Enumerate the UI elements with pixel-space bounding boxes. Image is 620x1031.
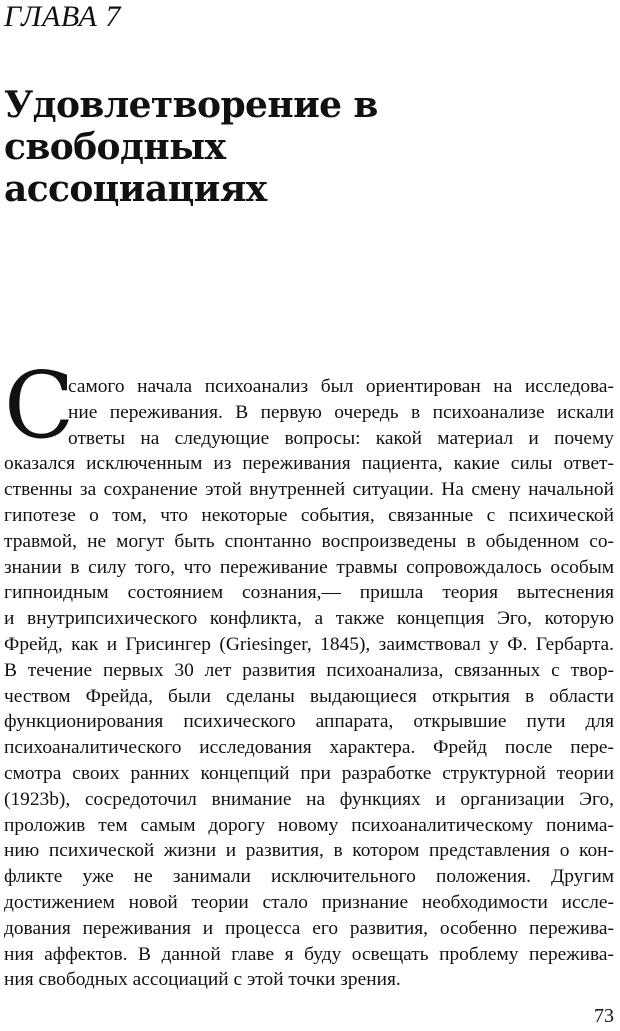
text-line: В течение первых 30 лет развития психоанализа, связанных с твор- — [4, 659, 614, 681]
text-line: ния аффектов. В данной главе я буду освещать проблему пережива- — [4, 943, 614, 965]
text-line: и внутрипсихического конфликта, а также концепция Эго, которую — [4, 608, 614, 630]
text-line: фликте уже не занимали исключительного положения. Другим — [4, 866, 614, 888]
body-paragraph — [4, 352, 614, 993]
text-line: нию психической жизни и развития, в котором представления о кон- — [4, 840, 614, 862]
text-line: ственны за сохранение этой внутренней ситуации. На смену начальной — [4, 479, 614, 501]
text-line: психоаналитического исследования характера. Фрейд после пере- — [4, 737, 614, 759]
text-line: знании в силу того, что переживание травмы сопровождалось особым — [4, 556, 614, 578]
text-line: Фрейд, как и Грисингер (Griesinger, 1845), заимствовал у Ф. Гербарта. — [4, 633, 614, 655]
text-line: проложив тем самым дорогу новому психоаналитическому понима- — [4, 814, 614, 836]
chapter-title-line-2: ассоциациях — [4, 168, 267, 210]
text-line: ния свободных ассоциаций с этой точки зрения. — [4, 969, 401, 991]
drop-cap: С — [4, 352, 75, 459]
text-line: ответы на следующие вопросы: какой материал и почему — [68, 427, 614, 449]
text-line: дования переживания и процесса его развития, особенно пережива- — [4, 917, 614, 939]
text-line: достижением новой теории стало признание необходимости иссле- — [4, 891, 614, 913]
text-line: функционирования психического аппарата, открывшие пути для — [4, 711, 614, 733]
chapter-title-line-1: Удовлетворение в свободных — [4, 84, 378, 168]
text-line: оказался исключенным из переживания пациента, какие силы ответ- — [4, 453, 614, 475]
page-number: 73 — [594, 1005, 614, 1027]
text-line: гипотезе о том, что некоторые события, связанные с психической — [4, 504, 614, 526]
text-line: ние переживания. В первую очередь в психоанализе искали — [68, 401, 614, 423]
text-line: (1923b), сосредоточил внимание на функциях и организации Эго, — [4, 788, 614, 810]
chapter-label: ГЛАВА 7 — [4, 0, 121, 33]
text-line: гипноидным состоянием сознания,— пришла теория вытеснения — [4, 582, 614, 604]
text-line: травмой, не могут быть спонтанно воспроизведены в обыденном со- — [4, 530, 614, 552]
chapter-title — [4, 84, 604, 210]
text-line: чеством Фрейда, были сделаны выдающиеся открытия в области — [4, 685, 614, 707]
text-line: самого начала психоанализ был ориентирован на исследова- — [68, 376, 614, 397]
text-line: смотра своих ранних концепций при разработке структурной теории — [4, 762, 614, 784]
